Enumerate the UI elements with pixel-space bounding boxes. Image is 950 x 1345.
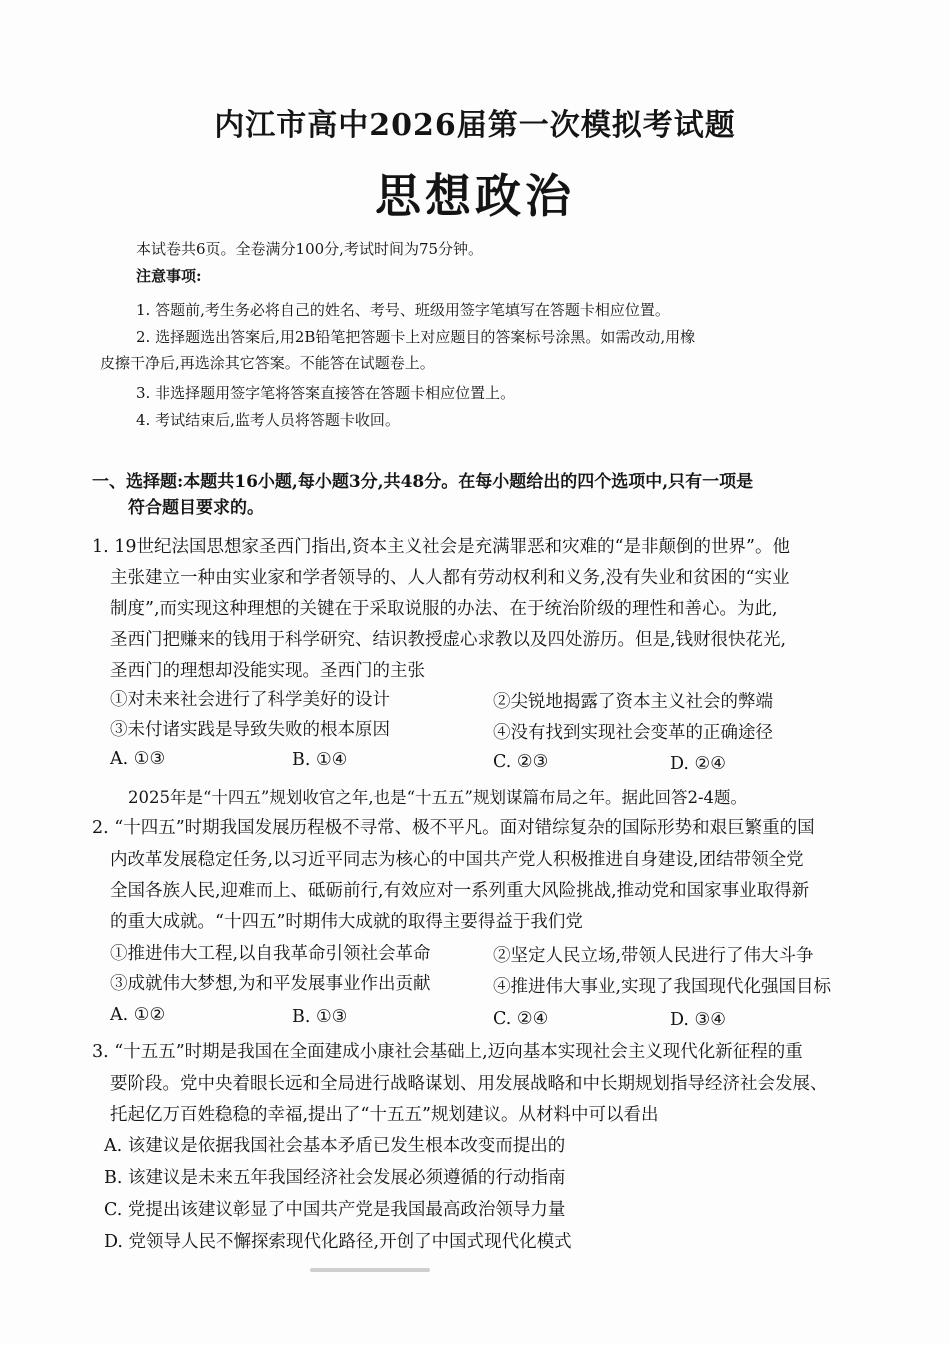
q1-line-2: 主张建立一种由实业家和学者领导的、人人都有劳动权利和义务,没有失业和贫困的“实业 <box>110 568 790 588</box>
q2-choice-a: A. ①② <box>110 1005 166 1025</box>
section-heading: 一、选择题:本题共16小题,每小题3分,共48分。在每小题给出的四个选项中,只有一项是 <box>92 472 754 492</box>
notice-item-4: 4. 考试结束后,监考人员将答题卡收回。 <box>136 411 400 429</box>
q3-line-2: 要阶段。党中央着眼长远和全局进行战略谋划、用发展战略和中长期规划指导经济社会发展、 <box>110 1074 828 1094</box>
q2-statement-4: ④推进伟大事业,实现了我国现代化强国目标 <box>493 977 832 997</box>
q2-line-2: 内改革发展稳定任务,以习近平同志为核心的中国共产党人积极推进自身建设,团结带领全党 <box>110 850 804 870</box>
q1-choice-b: B. ①④ <box>292 750 348 770</box>
q2-statement-2: ②坚定人民立场,带领人民进行了伟大斗争 <box>493 946 814 966</box>
q3-choice-a: A. 该建议是依据我国社会基本矛盾已发生根本改变而提出的 <box>104 1136 566 1156</box>
q1-choice-d: D. ②④ <box>670 754 726 774</box>
notice-item-1: 1. 答题前,考生务必将自己的姓名、考号、班级用签字笔填写在答题卡相应位置。 <box>136 301 670 319</box>
q1-choice-c: C. ②③ <box>493 752 549 772</box>
q1-statement-3: ③未付诸实践是导致失败的根本原因 <box>110 720 390 740</box>
notice-heading: 注意事项: <box>136 267 202 285</box>
q2-choice-c: C. ②④ <box>493 1009 549 1029</box>
q1-choice-a: A. ①③ <box>110 749 166 769</box>
q1-line-5: 圣西门的理想却没能实现。圣西门的主张 <box>110 661 425 681</box>
notice-item-2-cont: 皮擦干净后,再选涂其它答案。不能答在试题卷上。 <box>100 354 435 372</box>
q3-line-3: 托起亿万百姓稳稳的幸福,提出了“十五五”规划建议。从材料中可以看出 <box>110 1105 659 1125</box>
notice-item-3: 3. 非选择题用签字笔将答案直接答在答题卡相应位置上。 <box>136 384 516 402</box>
q3-choice-d: D. 党领导人民不懈探索现代化路径,开创了中国式现代化模式 <box>104 1232 572 1252</box>
q1-statement-1: ①对未来社会进行了科学美好的设计 <box>110 690 390 710</box>
q3-line-1: 3. “十五五”时期是我国在全面建成小康社会基础上,迈向基本实现社会主义现代化新征程的重 <box>92 1042 803 1062</box>
q2-line-3: 全国各族人民,迎难而上、砥砺前行,有效应对一系列重大风险挑战,推动党和国家事业取得新 <box>110 881 810 901</box>
q1-line-3: 制度”,而实现这种理想的关键在于采取说服的办法、在于统治阶级的理性和善心。为此, <box>110 599 778 619</box>
exam-intro: 本试卷共6页。全卷满分100分,考试时间为75分钟。 <box>136 240 484 258</box>
material-intro: 2025年是“十四五”规划收官之年,也是“十五五”规划谋篇布局之年。据此回答2-4题。 <box>128 788 748 807</box>
q2-choice-d: D. ③④ <box>670 1010 726 1030</box>
q2-line-4: 的重大成就。“十四五”时期伟大成就的取得主要得益于我们党 <box>110 912 583 932</box>
q1-line-1: 1. 19世纪法国思想家圣西门指出,资本主义社会是充满罪恶和灾难的“是非颠倒的世界”。他 <box>92 537 790 557</box>
notice-item-2: 2. 选择题选出答案后,用2B铅笔把答题卡上对应题目的答案标号涂黑。如需改动,用橡 <box>136 328 696 346</box>
exam-title: 内江市高中2026届第一次模拟考试题 <box>214 108 736 143</box>
q2-line-1: 2. “十四五”时期我国发展历程极不寻常、极不平凡。面对错综复杂的国际形势和艰巨繁重的国 <box>92 818 815 838</box>
scan-smudge <box>310 1268 430 1272</box>
q1-line-4: 圣西门把赚来的钱用于科学研究、结识教授虚心求教以及四处游历。但是,钱财很快花光, <box>110 630 787 650</box>
q2-statement-3: ③成就伟大梦想,为和平发展事业作出贡献 <box>110 974 431 994</box>
q2-statement-1: ①推进伟大工程,以自我革命引领社会革命 <box>110 944 431 964</box>
q1-statement-4: ④没有找到实现社会变革的正确途径 <box>493 723 773 743</box>
q1-statement-2: ②尖锐地揭露了资本主义社会的弊端 <box>493 692 773 712</box>
q3-choice-b: B. 该建议是未来五年我国经济社会发展必须遵循的行动指南 <box>104 1168 566 1188</box>
section-heading-cont: 符合题目要求的。 <box>128 498 264 518</box>
q3-choice-c: C. 党提出该建议彰显了中国共产党是我国最高政治领导力量 <box>104 1200 566 1220</box>
subject-title: 思想政治 <box>375 169 575 223</box>
q2-choice-b: B. ①③ <box>292 1007 348 1027</box>
